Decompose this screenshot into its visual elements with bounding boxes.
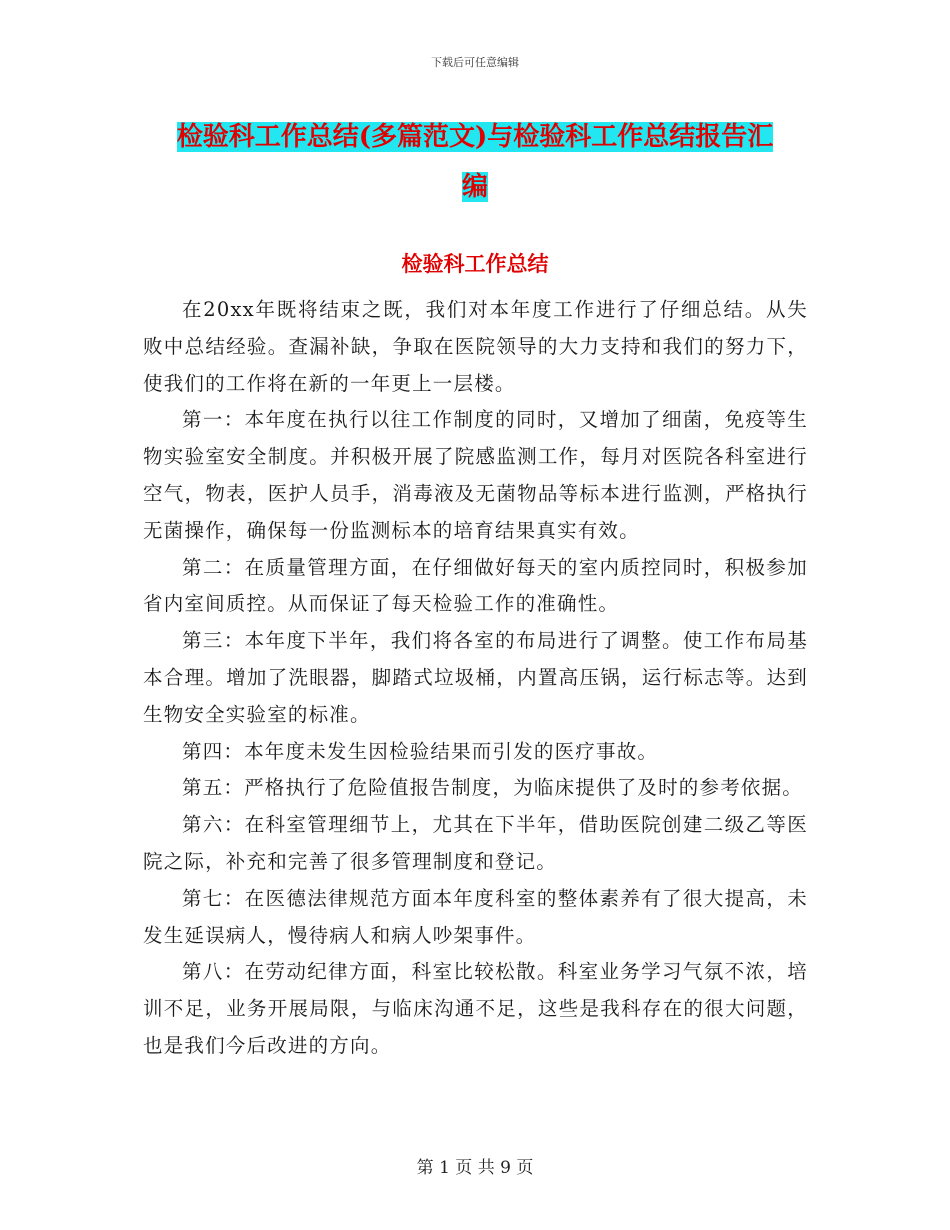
document-title-line2: 编: [461, 172, 488, 202]
document-body: [143, 292, 808, 1065]
paragraph-item-2: 第二：在质量管理方面，在仔细做好每天的室内质控同时，积极参加省内室间质控。从而保证了每天检验工作的准确性。: [143, 555, 808, 616]
document-title-line1: 检验科工作总结(多篇范文)与检验科工作总结报告汇: [176, 122, 774, 152]
header-note: 下载后可任意编辑: [431, 56, 519, 69]
paragraph-item-1: 第一：本年度在执行以往工作制度的同时，又增加了细菌，免疫等生物实验室安全制度。并积极开展了院感监测工作，每月对医院各科室进行空气，物表，医护人员手，消毒液及无菌物品等标本进行监测，严格执行无菌操作，确保每一份监测标本的培育结果真实有效。: [143, 408, 808, 542]
paragraph-item-4: 第四：本年度未发生因检验结果而引发的医疗事故。: [182, 739, 659, 763]
paragraph-item-3: 第三：本年度下半年，我们将各室的布局进行了调整。使工作布局基本合理。增加了洗眼器，脚踏式垃圾桶，内置高压锅，运行标志等。达到生物安全实验室的标准。: [143, 629, 808, 726]
paragraph-item-5: 第五：严格执行了危险值报告制度，为临床提供了及时的参考依据。: [182, 776, 804, 800]
section-title: 检验科工作总结: [401, 252, 549, 276]
paragraph-item-8: 第八：在劳动纪律方面，科室比较松散。科室业务学习气氛不浓，培训不足，业务开展局限，与临床沟通不足，这些是我科存在的很大问题，也是我们今后改进的方向。: [143, 960, 808, 1057]
paragraph-intro: 在20xx年既将结束之既，我们对本年度工作进行了仔细总结。从失败中总结经验。查漏补缺，争取在医院领导的大力支持和我们的努力下，使我们的工作将在新的一年更上一层楼。: [143, 298, 808, 395]
document-title: [145, 112, 805, 212]
paragraph-item-7: 第七：在医德法律规范方面本年度科室的整体素养有了很大提高，未发生延误病人，慢待病人和病人吵架事件。: [143, 886, 808, 947]
page-footer: 第 1 页 共 9 页: [416, 1158, 534, 1178]
paragraph-item-6: 第六：在科室管理细节上，尤其在下半年，借助医院创建二级乙等医院之际，补充和完善了很多管理制度和登记。: [143, 813, 808, 873]
